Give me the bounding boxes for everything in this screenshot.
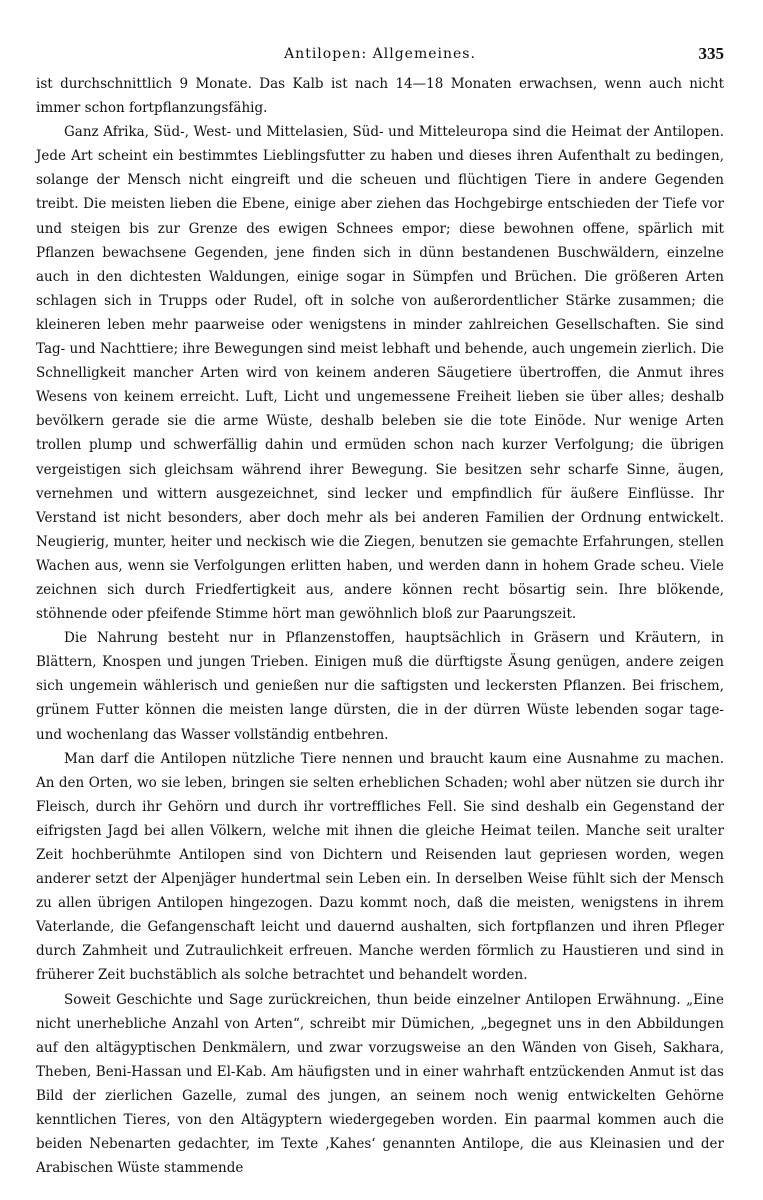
running-title: Antilopen: Allgemeines. [284,46,476,62]
paragraph-continuation: ist durchschnittlich 9 Monate. Das Kalb ist nach 14—18 Monaten erwachsen, wenn auch nicht immer schon fortpflanzungsfähig. [36,76,724,117]
body-text [36,72,724,1180]
page-number: 335 [698,44,724,63]
paragraph-nutrition: Die Nahrung besteht nur in Pflanzenstoffen, hauptsächlich in Gräsern und Kräutern, in Blättern, Knospen und jungen Trieben. Einigen muß die dürftigste Äsung genügen, andere zeigen sich ungemein wählerisch und genießen nur die saftigsten und leckersten Pflanzen. Bei frischem, grünem Futter können die meisten lange dürsten, die in der dürren Wüste lebenden sogar tage- und wochenlang das Wasser vollständig entbehren. [36,630,724,743]
paragraph-usefulness: Man darf die Antilopen nützliche Tiere nennen und braucht kaum eine Ausnahme zu machen. An den Orten, wo sie leben, bringen sie selten erheblichen Schaden; wohl aber nützen sie durch ihr Fleisch, durch ihr Gehörn und durch ihr vortreffliches Fell. Sie sind deshalb ein Gegenstand der eifrigsten Jagd bei allen Völkern, welche mit ihnen die gleiche Heimat teilen. Manche seit uralter Zeit hochberühmte Antilopen sind von Dichtern und Reisenden laut gepriesen worden, wegen anderer setzt der Alpenjäger hundertmal sein Leben ein. In derselben Weise fühlt sich der Mensch zu allen übrigen Antilopen hingezogen. Dazu kommt noch, daß die meisten, wenigstens in ihrem Vaterlande, die Gefangenschaft leicht und dauernd aushalten, sich fortpflanzen und ihren Pfleger durch Zahmheit und Zutraulichkeit erfreuen. Manche werden förmlich zu Haustieren und sind in früherer Zeit buchstäblich als solche betrachtet und behandelt worden. [36,750,724,984]
paragraph-history: Soweit Geschichte und Sage zurückreichen, thun beide einzelner Antilopen Erwähnung. „Eine nicht unerhebliche Anzahl von Arten“, schreibt mir Dümichen, „begegnet uns in den Abbildungen auf den altägyptischen Denkmälern, und zwar vorzugsweise an den Wänden von Giseh, Sakhara, Theben, Beni-Hassan und El-Kab. Am häufigsten und in einer wahrhaft entzückenden Anmut ist das Bild der zierlichen Gazelle, zumal des jungen, an seinem noch wenig entwickelten Gehörne kenntlichen Tieres, von den Altägyptern wiedergegeben worden. Ein paarmal kommen auch die beiden Nebenarten gedachter, im Texte ‚Kahes‘ genannten Antilope, die aus Kleinasien und der Arabischen Wüste stammende [36,991,724,1177]
paragraph-habitat: Ganz Afrika, Süd-, West- und Mittelasien, Süd- und Mitteleuropa sind die Heimat der Antilopen. Jede Art scheint ein bestimmtes Lieblingsfutter zu haben und dieses ihren Aufenthalt zu bedingen, solange der Mensch nicht eingreift und die scheuen und flüchtigen Tiere in andere Gegenden treibt. Die meisten lieben die Ebene, einige aber ziehen das Hochgebirge entschieden der Tiefe vor und steigen bis zur Grenze des ewigen Schnees empor; diese bewohnen offene, spärlich mit Pflanzen bewachsene Gegenden, jene finden sich in dünn bestandenen Buschwäldern, einzelne auch in den dichtesten Waldungen, einige sogar in Sümpfen und Brüchen. Die größeren Arten schlagen sich in Trupps oder Rudel, oft in solche von außerordentlicher Stärke zusammen; die kleineren leben mehr paarweise oder wenigstens in minder zahlreichen Gesellschaften. Sie sind Tag- und Nachttiere; ihre Bewegungen sind meist lebhaft und behende, auch ungemein zierlich. Die Schnelligkeit mancher Arten wird von keinem anderen Säugetiere übertroffen, die Anmut ihres Wesens von keinem erreicht. Luft, Licht und ungemessene Freiheit lieben sie über alles; deshalb bevölkern gerade sie die arme Wüste, deshalb beleben sie die tote Einöde. Nur wenige Arten trollen plump und schwerfällig dahin und ermüden schon nach kurzer Verfolgung; die übrigen vergeistigen sich gleichsam während ihrer Bewegung. Sie besitzen sehr scharfe Sinne, äugen, vernehmen und wittern ausgezeichnet, sind lecker und empfindlich für äußere Einflüsse. Ihr Verstand ist nicht besonders, aber doch mehr als bei anderen Familien der Ordnung entwickelt. Neugierig, munter, heiter und neckisch wie die Ziegen, benutzen sie gemachte Erfahrungen, stellen Wachen aus, wenn sie Verfolgungen erlitten haben, und werden dann in hohem Grade scheu. Viele zeichnen sich durch Friedfertigkeit aus, andere können recht bösartig sein. Ihre blökende, stöhnende oder pfeifende Stimme hört man gewöhnlich bloß zur Paarungszeit. [36,124,724,623]
page-header [36,40,724,68]
